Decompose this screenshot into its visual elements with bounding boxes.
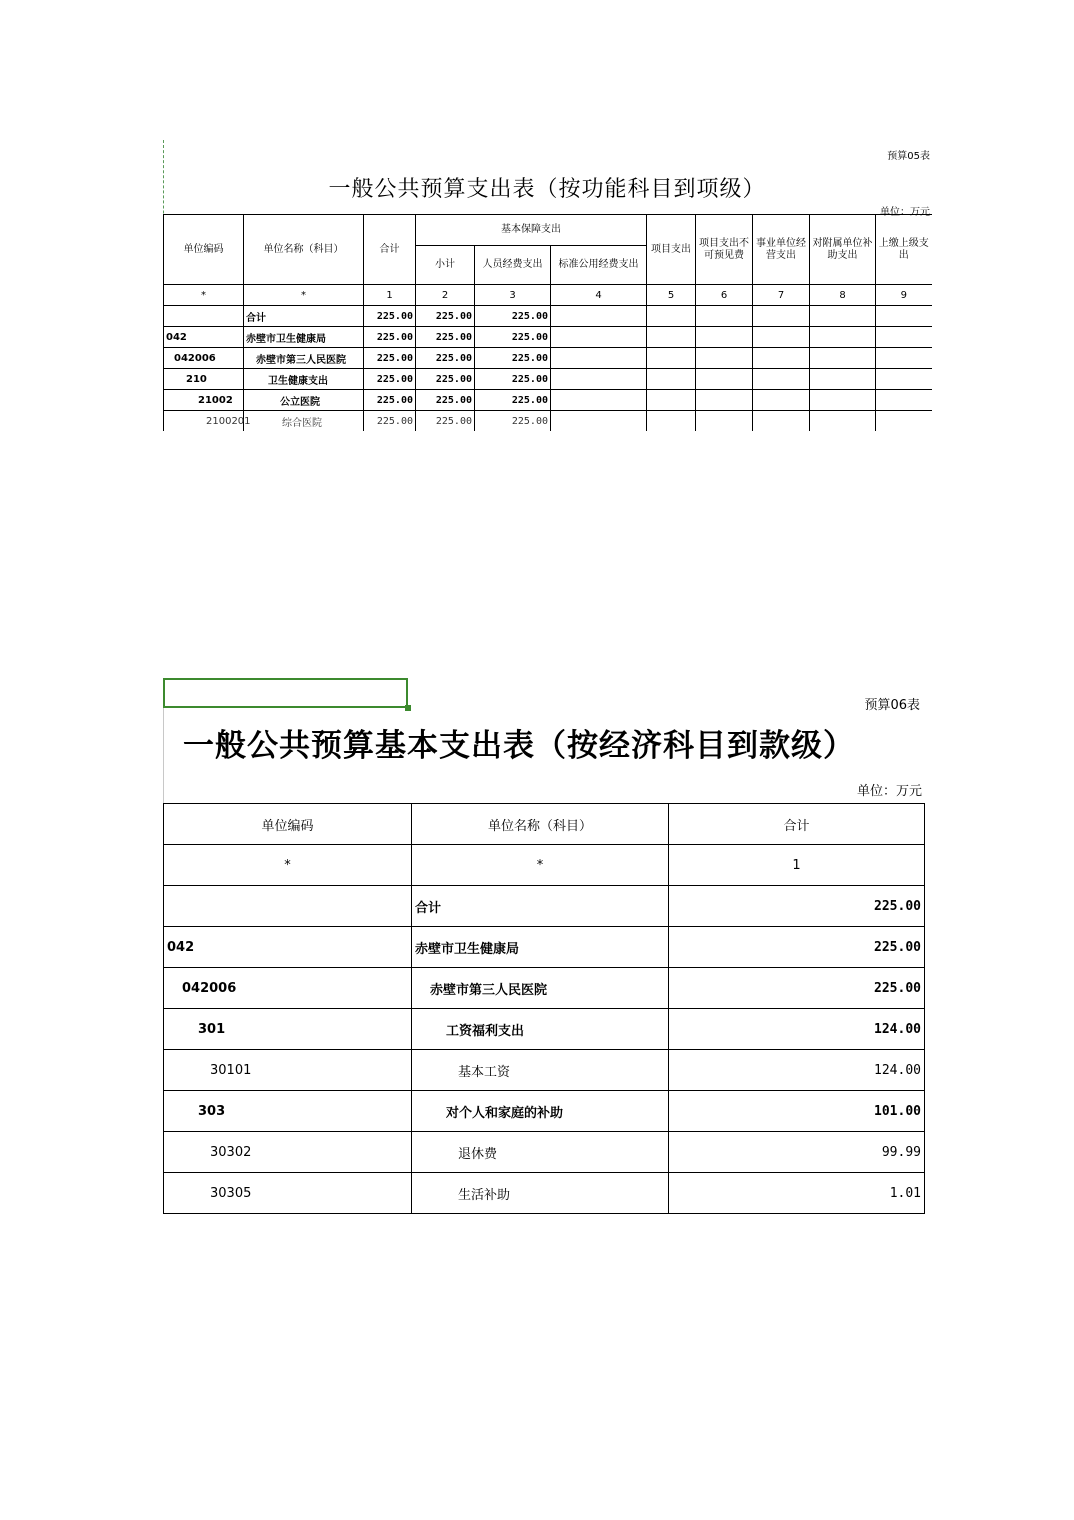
sheet-left-border — [163, 708, 164, 803]
header-upper: 上缴上级支出 — [876, 215, 932, 285]
table-row: 303 对个人和家庭的补助 101.00 — [164, 1091, 925, 1132]
header-basic: 基本保障支出 — [416, 215, 647, 246]
header-unforeseen: 项目支出不可预见费 — [696, 215, 753, 285]
header-unit-name: 单位名称（科目） — [244, 215, 364, 285]
index-row: * * 1 — [164, 845, 925, 886]
table-row: 30302 退休费 99.99 — [164, 1132, 925, 1173]
table-row: 合计 225.00 225.00 225.00 — [164, 306, 932, 327]
header-business: 事业单位经营支出 — [753, 215, 810, 285]
table1-grid — [163, 214, 932, 431]
table-row: 042 赤壁市卫生健康局 225.00 225.00 225.00 — [164, 327, 932, 348]
header-unit-code: 单位编码 — [164, 215, 244, 285]
table-row: 210 卫生健康支出 225.00 225.00 225.00 — [164, 369, 932, 390]
header-total: 合计 — [364, 215, 416, 285]
table-row: 合计 225.00 — [164, 886, 925, 927]
header-public: 标准公用经费支出 — [551, 246, 647, 285]
header-subsidy: 对附属单位补助支出 — [810, 215, 876, 285]
table-row: 042006 赤壁市第三人民医院 225.00 — [164, 968, 925, 1009]
table-row: 30305 生活补助 1.01 — [164, 1173, 925, 1214]
header-personnel: 人员经费支出 — [475, 246, 551, 285]
table1-title: 一般公共预算支出表（按功能科目到项级） — [328, 177, 766, 202]
table-row: 042 赤壁市卫生健康局 225.00 — [164, 927, 925, 968]
selected-cell[interactable] — [163, 678, 408, 708]
table-row: 2100201 综合医院 225.00 225.00 225.00 — [164, 411, 932, 432]
table-row: 30101 基本工资 124.00 — [164, 1050, 925, 1091]
header-subtotal: 小计 — [416, 246, 475, 285]
table-row: 21002 公立医院 225.00 225.00 225.00 — [164, 390, 932, 411]
table2-grid — [163, 803, 925, 1214]
table2-unit: 单位：万元 — [856, 784, 922, 799]
fill-handle[interactable] — [405, 705, 411, 711]
header-row — [164, 804, 925, 845]
table1-code: 预算05表 — [887, 151, 930, 162]
table2-title: 一般公共预算基本支出表（按经济科目到款级） — [183, 728, 855, 764]
table1-unit: 单位：万元 — [880, 207, 930, 218]
table-row: 042006 赤壁市第三人民医院 225.00 225.00 225.00 — [164, 348, 932, 369]
header-project: 项目支出 — [647, 215, 696, 285]
header-unit-name: 单位名称（科目） — [412, 804, 669, 845]
index-row: * * 1 2 3 4 5 6 7 8 9 — [164, 285, 932, 306]
table2-code: 预算06表 — [864, 698, 920, 713]
header-unit-code: 单位编码 — [164, 804, 412, 845]
header-total: 合计 — [669, 804, 925, 845]
table-row: 301 工资福利支出 124.00 — [164, 1009, 925, 1050]
